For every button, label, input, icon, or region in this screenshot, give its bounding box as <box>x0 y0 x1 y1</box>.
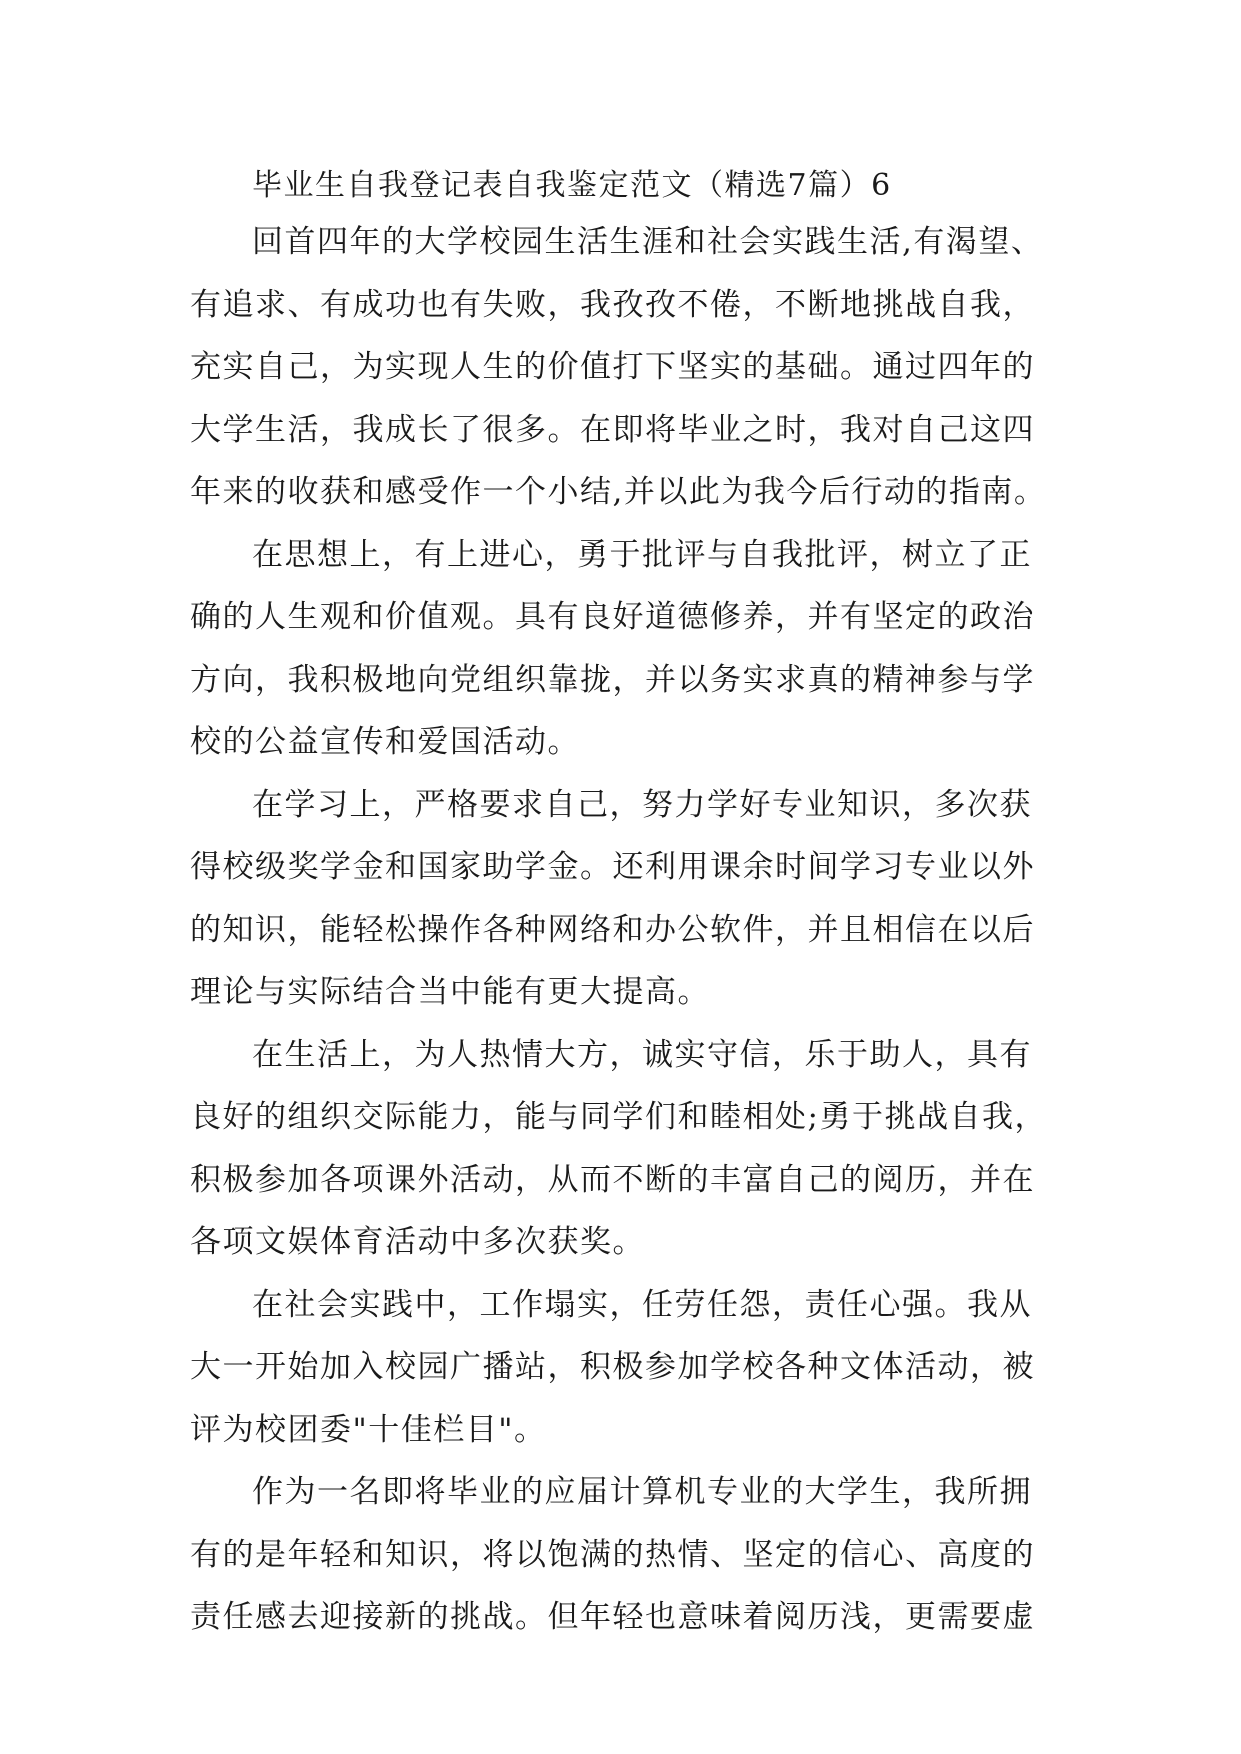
paragraph-line: 在思想上，有上进心，勇于批评与自我批评，树立了正 <box>252 537 1032 573</box>
paragraph-line: 在社会实践中，工作塌实，任劳任怨，责任心强。我从 <box>252 1287 1032 1323</box>
paragraph-line: 确的人生观和价值观。具有良好道德修养，并有坚定的政治 <box>190 599 1035 635</box>
paragraph-line: 积极参加各项课外活动，从而不断的丰富自己的阅历，并在 <box>190 1162 1035 1198</box>
paragraph-line: 各项文娱体育活动中多次获奖。 <box>190 1224 645 1260</box>
paragraph-line: 回首四年的大学校园生活生涯和社会实践生活,有渴望、 <box>252 224 1044 260</box>
paragraph-line: 良好的组织交际能力，能与同学们和睦相处;勇于挑战自我， <box>190 1099 1047 1135</box>
paragraph-line: 责任感去迎接新的挑战。但年轻也意味着阅历浅，更需要虚 <box>190 1599 1035 1635</box>
paragraph-line: 方向，我积极地向党组织靠拢，并以务实求真的精神参与学 <box>190 662 1035 698</box>
paragraph-line: 在生活上，为人热情大方，诚实守信，乐于助人，具有 <box>252 1037 1032 1073</box>
paragraph-line: 的知识，能轻松操作各种网络和办公软件，并且相信在以后 <box>190 912 1035 948</box>
paragraph-line: 理论与实际结合当中能有更大提高。 <box>190 974 710 1010</box>
paragraph-line: 大学生活，我成长了很多。在即将毕业之时，我对自己这四 <box>190 412 1035 448</box>
paragraph-line: 校的公益宣传和爱国活动。 <box>190 724 580 760</box>
paragraph-line: 评为校团委"十佳栏目"。 <box>190 1412 547 1448</box>
paragraph-line: 年来的收获和感受作一个小结,并以此为我今后行动的指南。 <box>190 474 1047 510</box>
paragraph-line: 得校级奖学金和国家助学金。还利用课余时间学习专业以外 <box>190 849 1035 885</box>
paragraph-line: 充实自己，为实现人生的价值打下坚实的基础。通过四年的 <box>190 349 1035 385</box>
paragraph-line: 有的是年轻和知识，将以饱满的热情、坚定的信心、高度的 <box>190 1537 1035 1573</box>
paragraph-line: 有追求、有成功也有失败，我孜孜不倦，不断地挑战自我， <box>190 287 1035 323</box>
paragraph-line: 在学习上，严格要求自己，努力学好专业知识，多次获 <box>252 787 1032 823</box>
document-title: 毕业生自我登记表自我鉴定范文（精选7篇）6 <box>252 168 892 203</box>
paragraph-line: 作为一名即将毕业的应届计算机专业的大学生，我所拥 <box>252 1474 1032 1510</box>
paragraph-line: 大一开始加入校园广播站，积极参加学校各种文体活动，被 <box>190 1349 1035 1385</box>
